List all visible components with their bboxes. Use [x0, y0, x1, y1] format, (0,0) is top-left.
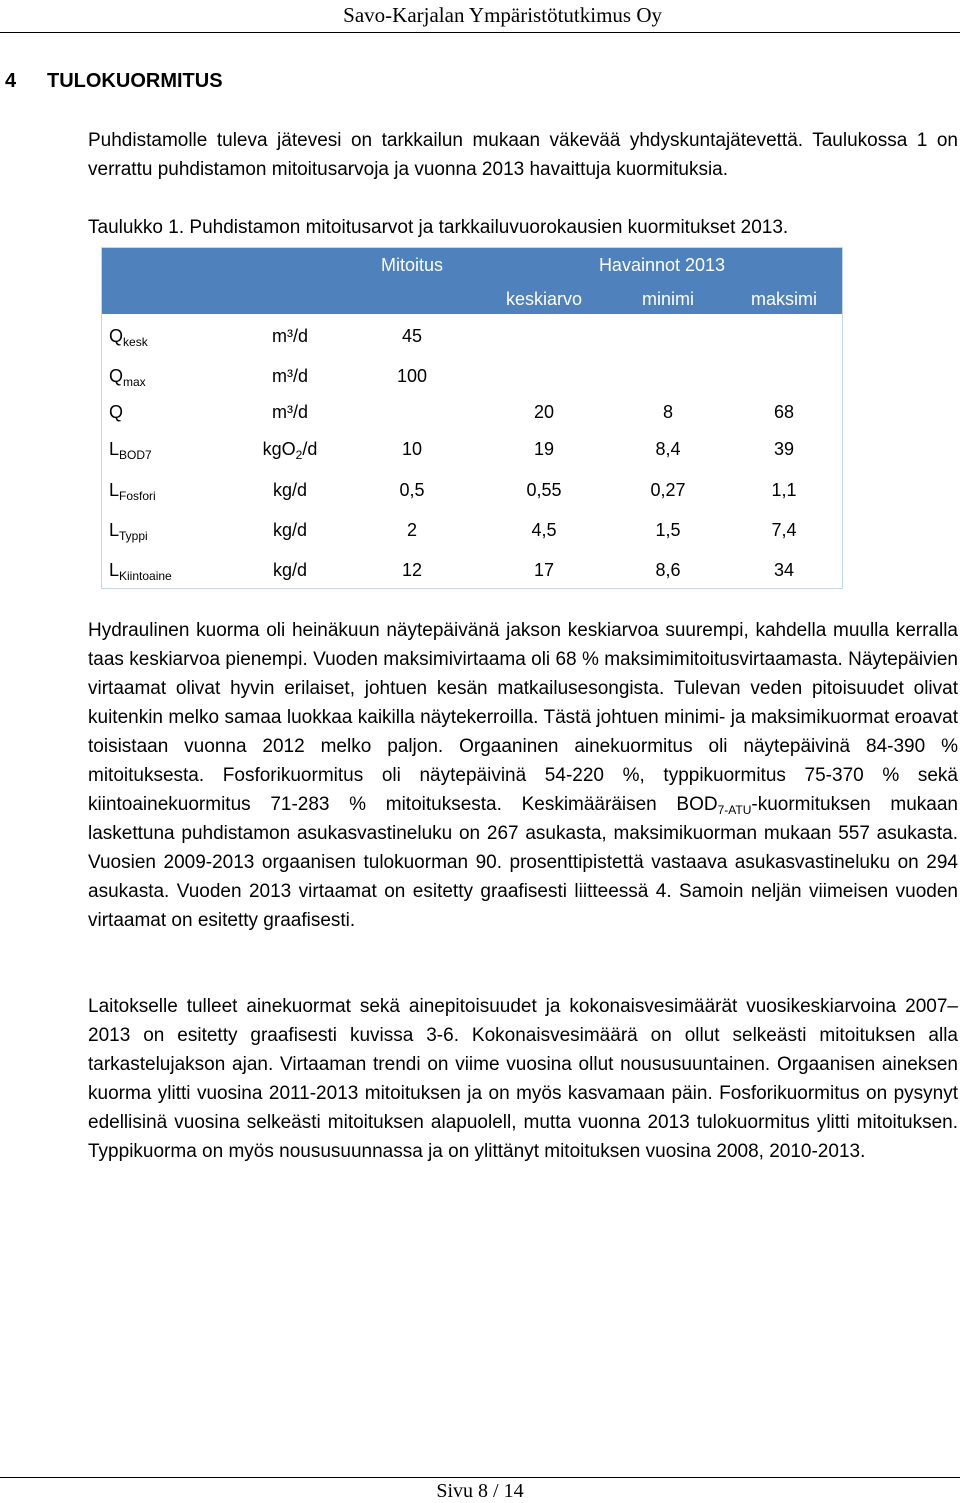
unit-text: m³/d — [272, 366, 308, 386]
header-average: keskiarvo — [505, 289, 583, 309]
maximum-value-cell: 34 — [773, 560, 795, 580]
parameter-cell — [109, 479, 156, 501]
unit-text: kg/d — [272, 480, 308, 500]
section-number: 4 — [5, 70, 17, 92]
minimum-value-cell: 8 — [662, 402, 673, 422]
table-caption: Taulukko 1. Puhdistamon mitoitusarvot ja tarkkailuvuorokausien kuormitukset 2013. — [88, 217, 789, 238]
parameter-subscript: max — [123, 375, 146, 389]
design-value-cell: 10 — [401, 439, 423, 459]
maximum-value-cell: 1,1 — [771, 480, 797, 500]
body-text-1a: Hydraulinen kuorma oli heinäkuun näytepäivänä jakson keskiarvoa suurempi, kahdella muulla kerralla taas keskiarvoa pienempi. Vuoden maksimivirtaama oli 68 % maksimimitoitusvirtaamasta. Näytepäivien virtaamat olivat hyvin erilaiset, johtuen kesän matkailusesongista. Tulevan veden pitoisuudet olivat kuitenkin melko samaa luokkaa kaikilla näytekerroilla. Tästä johtuen minimi- ja maksimikuormat eroavat toisistaan vuonna 2012 melko paljon. Orgaaninen ainekuormitus oli näytepäivinä 84-390 % mitoituksesta. Fosforikuormitus oli näytepäivinä 54-220 %, typpikuormitus 75-370 % sekä kiintoainekuormitus 71-283 % mitoituksesta. Keskimääräisen BOD — [88, 620, 958, 815]
unit-cell — [254, 401, 326, 423]
parameter-symbol: Q — [109, 326, 124, 346]
header-rule — [0, 32, 960, 33]
page-header — [0, 2, 960, 34]
footer-rule — [0, 1477, 960, 1478]
body-paragraph-1 — [88, 616, 958, 935]
page-footer — [0, 1465, 960, 1501]
parameter-symbol: Q — [109, 402, 124, 422]
parameter-symbol: L — [109, 560, 120, 580]
body-paragraph-2 — [88, 992, 958, 1166]
minimum-value-cell: 8,6 — [655, 560, 681, 580]
average-value-cell: 4,5 — [531, 520, 557, 540]
parameter-subscript: Fosfori — [119, 489, 156, 503]
organization-name: Savo-Karjalan Ympäristötutkimus Oy — [343, 3, 662, 27]
header-minimum: minimi — [642, 289, 694, 309]
header-design: Mitoitus — [380, 255, 443, 275]
design-value-cell: 0,5 — [399, 480, 425, 500]
unit-cell — [254, 325, 326, 347]
header-observations: Havainnot 2013 — [598, 255, 726, 275]
parameter-subscript: kesk — [123, 335, 148, 349]
minimum-value-cell: 1,5 — [655, 520, 681, 540]
table-header — [102, 248, 842, 314]
parameter-symbol: L — [109, 439, 120, 459]
parameter-subscript: Kiintoaine — [119, 569, 172, 583]
design-value-cell: 45 — [401, 326, 423, 346]
unit-cell — [254, 365, 326, 387]
minimum-value-cell: 8,4 — [655, 439, 681, 459]
unit-cell — [254, 479, 326, 501]
unit-text: m³/d — [272, 402, 308, 422]
unit-cell — [254, 559, 326, 581]
unit-text: m³/d — [272, 326, 308, 346]
minimum-value-cell: 0,27 — [650, 480, 686, 500]
body-text-2: Laitokselle tulleet ainekuormat sekä ainepitoisuudet ja kokonaisvesimäärät vuosikeskiarvoina 2007–2013 on esitetty graafisesti kuvissa 3-6. Kokonaisvesimäärä on ollut selkeästi mitoituksen alla tarkastelujakson ajan. Virtaaman trendi on viime vuosina ollut noususuuntainen. Orgaanisen aineksen kuorma ylitti vuosina 2011-2013 mitoituksen ja on myös kasvamaan päin. Fosforikuormitus on pysynyt edellisinä vuosina selkeästi mitoituksen alapuolell, mutta vuonna 2013 tulokuormitus ylitti mitoituksen. Typpikuorma on myös noususuunnassa ja on ylittänyt mitoituksen vuosina 2008, 2010-2013. — [88, 996, 958, 1162]
unit-text: kgO — [262, 439, 296, 459]
average-value-cell: 0,55 — [526, 480, 562, 500]
unit-subscript: 2 — [295, 448, 303, 462]
page-number: Sivu 8 / 14 — [436, 1480, 524, 1502]
parameter-subscript: BOD7 — [119, 448, 152, 462]
maximum-value-cell: 39 — [773, 439, 795, 459]
average-value-cell: 20 — [533, 402, 555, 422]
average-value-cell: 17 — [533, 560, 555, 580]
section-title: TULOKUORMITUS — [47, 70, 223, 92]
maximum-value-cell: 7,4 — [771, 520, 797, 540]
body-text-1-subscript: 7-ATU — [717, 803, 752, 817]
parameter-cell — [109, 325, 148, 347]
intro-text: Puhdistamolle tuleva jätevesi on tarkkailun mukaan väkevää yhdyskuntajätevettä. Taulukossa 1 on verrattu puhdistamon mitoitusarvoja ja vuonna 2013 havaittuja kuormituksia. — [88, 130, 958, 180]
design-value-cell: 100 — [396, 366, 428, 386]
body-text-1b: -kuormituksen mukaan laskettuna puhdistamon asukasvastineluku on 267 asukasta, maksimikuorman mukaan 557 asukasta. Vuosien 2009-2013 orgaanisen tulokuorman 90. prosenttipistettä vastaava asukasvastineluku on 294 asukasta. Vuoden 2013 virtaamat on esitetty graafisesti liitteessä 4. Samoin neljän viimeisen vuoden virtaamat on esitetty graafisesti. — [88, 794, 958, 931]
header-maximum: maksimi — [751, 289, 817, 309]
design-value-cell: 12 — [401, 560, 423, 580]
unit-text: kg/d — [272, 520, 308, 540]
intro-paragraph — [88, 126, 958, 184]
data-table — [101, 247, 843, 589]
maximum-value-cell: 68 — [773, 402, 795, 422]
unit-suffix: /d — [302, 439, 318, 459]
parameter-cell — [109, 438, 152, 460]
unit-cell — [254, 519, 326, 541]
parameter-symbol: L — [109, 520, 120, 540]
average-value-cell: 19 — [533, 439, 555, 459]
parameter-symbol: L — [109, 480, 120, 500]
parameter-cell — [109, 401, 123, 423]
design-value-cell: 2 — [406, 520, 417, 540]
unit-cell — [254, 438, 326, 460]
parameter-cell — [109, 365, 146, 387]
parameter-symbol: Q — [109, 366, 124, 386]
unit-text: kg/d — [272, 560, 308, 580]
parameter-subscript: Typpi — [119, 529, 148, 543]
parameter-cell — [109, 559, 172, 581]
parameter-cell — [109, 519, 148, 541]
